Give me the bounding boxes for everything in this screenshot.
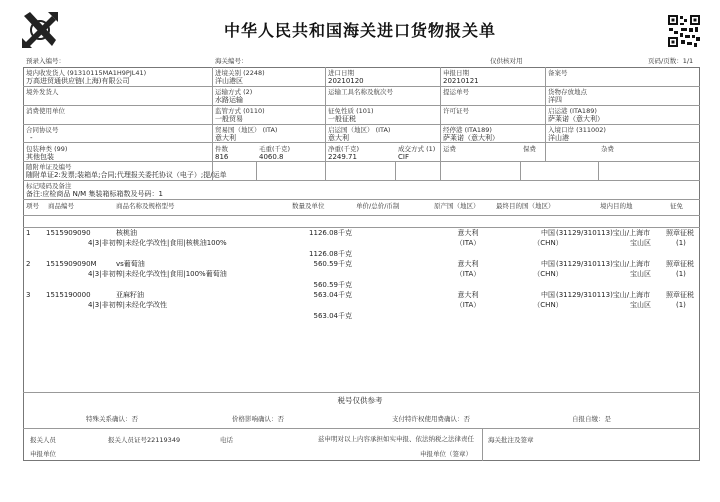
item-origin-code: （ITA） bbox=[455, 270, 481, 278]
package-type-label: 包装种类 (99) bbox=[26, 145, 68, 153]
attached-docs-value: 随附单证2:发票;装箱单;合同;代理报关委托协议（电子）;提/运单 bbox=[26, 171, 227, 179]
entry-port-value: 洋山港 bbox=[548, 134, 569, 142]
item-qty-primary: 563.04千克 bbox=[313, 291, 352, 299]
declare-date-label: 申报日期 bbox=[443, 69, 469, 77]
trade-country-value: 意大利 bbox=[215, 134, 236, 142]
declare-date-value: 20210121 bbox=[443, 77, 479, 85]
page-info: 页码/页数：1/1 bbox=[648, 57, 694, 65]
item-levy-code: (1) bbox=[676, 301, 686, 309]
consignee-label: 境内收发货人 (91310115MA1H9PJL41) bbox=[26, 69, 147, 77]
pieces-label: 件数 bbox=[215, 145, 228, 153]
item-domestic-district: 宝山区 bbox=[630, 301, 651, 309]
item-domestic-destination: (31129/310113)宝山/上海市 bbox=[556, 229, 651, 237]
item-name: 核桃油 bbox=[116, 229, 137, 237]
item-origin: 意大利 bbox=[457, 260, 479, 268]
item-destination: 中国 bbox=[541, 260, 555, 268]
transport-mode-label: 运输方式 (2) bbox=[215, 88, 253, 96]
item-qty-secondary: 563.04千克 bbox=[313, 312, 352, 320]
item-levy: 照章征税 bbox=[666, 260, 694, 268]
item-destination-code: （CHN） bbox=[533, 301, 563, 309]
item-qty-secondary: 560.59千克 bbox=[313, 281, 352, 289]
item-code: 1515909090M bbox=[46, 260, 97, 268]
price-impact-confirmation: 价格影响确认：否 bbox=[232, 415, 284, 423]
contract-label: 合同协议号 bbox=[26, 126, 59, 134]
col-destination-country: 最终目的国（地区） bbox=[496, 202, 555, 210]
item-levy-code: (1) bbox=[676, 239, 686, 247]
customs-number-label: 海关编号： bbox=[215, 57, 248, 65]
item-qty-primary: 560.59千克 bbox=[313, 260, 352, 268]
item-origin: 意大利 bbox=[457, 291, 479, 299]
package-type-value: 其他包装 bbox=[26, 153, 54, 161]
levy-nature-label: 征免性质 (101) bbox=[328, 107, 374, 115]
record-number-label: 备案号 bbox=[548, 69, 568, 77]
declarant-cert-number: 报关人员证号22119349 bbox=[108, 436, 181, 444]
entry-port-code-value: 洋山港区 bbox=[215, 77, 243, 85]
item-domestic-district: 宝山区 bbox=[630, 239, 651, 247]
via-port-label: 经停港 (ITA189) bbox=[443, 126, 492, 134]
item-levy: 照章征税 bbox=[666, 229, 694, 237]
contract-value: - bbox=[30, 134, 33, 142]
copy-note: 仅供核对用 bbox=[490, 57, 523, 65]
trade-country-label: 贸易国（地区） (ITA) bbox=[215, 126, 278, 134]
phone-label: 电话 bbox=[220, 436, 233, 444]
self-declaration: 自报自缴：是 bbox=[572, 415, 611, 423]
supervision-mode-value: 一般贸易 bbox=[215, 115, 243, 123]
overseas-shipper-label: 境外发货人 bbox=[26, 88, 59, 96]
import-date-label: 进口日期 bbox=[328, 69, 354, 77]
storage-location-label: 货物存放地点 bbox=[548, 88, 587, 96]
insurance-label: 保费 bbox=[523, 145, 536, 153]
item-domestic-district: 宝山区 bbox=[630, 270, 651, 278]
item-no: 2 bbox=[26, 260, 31, 268]
gross-weight-label: 毛重(千克) bbox=[259, 145, 291, 153]
storage-location-value: 洋四 bbox=[548, 96, 562, 104]
declarant-label: 报关人员 bbox=[30, 436, 56, 444]
col-unit-price: 单价/总价/币制 bbox=[356, 202, 400, 210]
item-qty-primary: 1126.08千克 bbox=[309, 229, 352, 237]
item-qty-secondary: 1126.08千克 bbox=[309, 250, 352, 258]
item-spec: 4|3|非初榨|未经化学改性|食用|核桃油100% bbox=[88, 239, 227, 247]
item-destination: 中国 bbox=[541, 229, 555, 237]
transport-mode-value: 水路运输 bbox=[215, 96, 243, 104]
origin-port-label: 启运港 (ITA189) bbox=[548, 107, 597, 115]
misc-fee-label: 杂费 bbox=[601, 145, 614, 153]
item-origin-code: （ITA） bbox=[455, 239, 481, 247]
deal-mode-value: CIF bbox=[398, 153, 409, 161]
gross-weight-value: 4060.8 bbox=[259, 153, 284, 161]
item-destination-code: （CHN） bbox=[533, 270, 563, 278]
item-code: 1515909090 bbox=[46, 229, 91, 237]
col-origin-country: 原产国（地区） bbox=[434, 202, 480, 210]
col-commodity-name: 商品名称及规格型号 bbox=[116, 202, 175, 210]
marks-remarks-value: 备注:应检商品 N/M 集装箱标箱数及号码：1 bbox=[26, 190, 163, 198]
item-domestic-destination: (31129/310113)宝山/上海市 bbox=[556, 291, 651, 299]
col-domestic-destination: 境内目的地 bbox=[600, 202, 633, 210]
via-port-value: 萨莱诺（意大利） bbox=[443, 134, 499, 142]
origin-port-value: 萨莱诺（意大利） bbox=[548, 115, 604, 123]
attached-docs-label: 随附单证及编号 bbox=[26, 163, 72, 171]
item-destination-code: （CHN） bbox=[533, 239, 563, 247]
preentry-number-label: 预录入编号： bbox=[26, 57, 65, 65]
vessel-label: 运输工具名称及航次号 bbox=[328, 88, 393, 96]
deal-mode-label: 成交方式 (1) bbox=[398, 145, 436, 153]
import-date-value: 20210120 bbox=[328, 77, 364, 85]
col-levy: 征免 bbox=[670, 202, 683, 210]
special-relationship-confirmation: 特殊关系确认：否 bbox=[86, 415, 138, 423]
depart-country-label: 启运国（地区） (ITA) bbox=[328, 126, 391, 134]
legal-statement: 兹申明对以上内容承担如实申报、依法纳税之法律责任 bbox=[318, 435, 474, 443]
declaring-unit-seal-label: 申报单位（签章） bbox=[420, 450, 472, 458]
item-levy: 照章征税 bbox=[666, 291, 694, 299]
marks-remarks-label: 标记唛码及备注 bbox=[26, 182, 72, 190]
royalty-confirmation: 支付特许权使用费确认：否 bbox=[392, 415, 470, 423]
entry-port-label: 入境口岸 (311002) bbox=[548, 126, 606, 134]
supervision-mode-label: 监管方式 (0110) bbox=[215, 107, 265, 115]
net-weight-label: 净重(千克) bbox=[328, 145, 360, 153]
item-spec: 4|3|非初榨|未经化学改性|食用|100%葡萄油 bbox=[88, 270, 227, 278]
entry-port-code-label: 进境关别 (2248) bbox=[215, 69, 265, 77]
item-no: 3 bbox=[26, 291, 31, 299]
item-name: 亚麻籽油 bbox=[116, 291, 144, 299]
net-weight-value: 2249.71 bbox=[328, 153, 357, 161]
item-domestic-destination: (31129/310113)宝山/上海市 bbox=[556, 260, 651, 268]
item-levy-code: (1) bbox=[676, 270, 686, 278]
bill-of-lading-label: 提运单号 bbox=[443, 88, 469, 96]
item-origin-code: （ITA） bbox=[455, 301, 481, 309]
col-commodity-code: 商品编号 bbox=[48, 202, 74, 210]
declaring-unit-label: 申报单位 bbox=[30, 450, 56, 458]
col-quantity: 数量及单位 bbox=[292, 202, 325, 210]
item-spec: 4|3|非初榨|未经化学改性 bbox=[88, 301, 167, 309]
license-number-label: 许可证号 bbox=[443, 107, 469, 115]
col-item-no: 项号 bbox=[26, 202, 39, 210]
document-title: 中华人民共和国海关进口货物报关单 bbox=[223, 21, 496, 40]
levy-nature-value: 一般征税 bbox=[328, 115, 356, 123]
item-no: 1 bbox=[26, 229, 31, 237]
depart-country-value: 意大利 bbox=[328, 134, 349, 142]
freight-label: 运费 bbox=[443, 145, 456, 153]
item-name: vs葡萄油 bbox=[116, 260, 145, 268]
item-code: 1515190000 bbox=[46, 291, 91, 299]
consignee-value: 万高进贸通供应链(上海)有限公司 bbox=[26, 77, 130, 85]
customs-annotation-label: 海关批注及签章 bbox=[488, 436, 534, 444]
consumer-unit-label: 消费使用单位 bbox=[26, 107, 65, 115]
item-destination: 中国 bbox=[541, 291, 555, 299]
tax-reference-title: 税号仅供参考 bbox=[337, 396, 383, 405]
pieces-value: 816 bbox=[215, 153, 229, 161]
item-origin: 意大利 bbox=[457, 229, 479, 237]
